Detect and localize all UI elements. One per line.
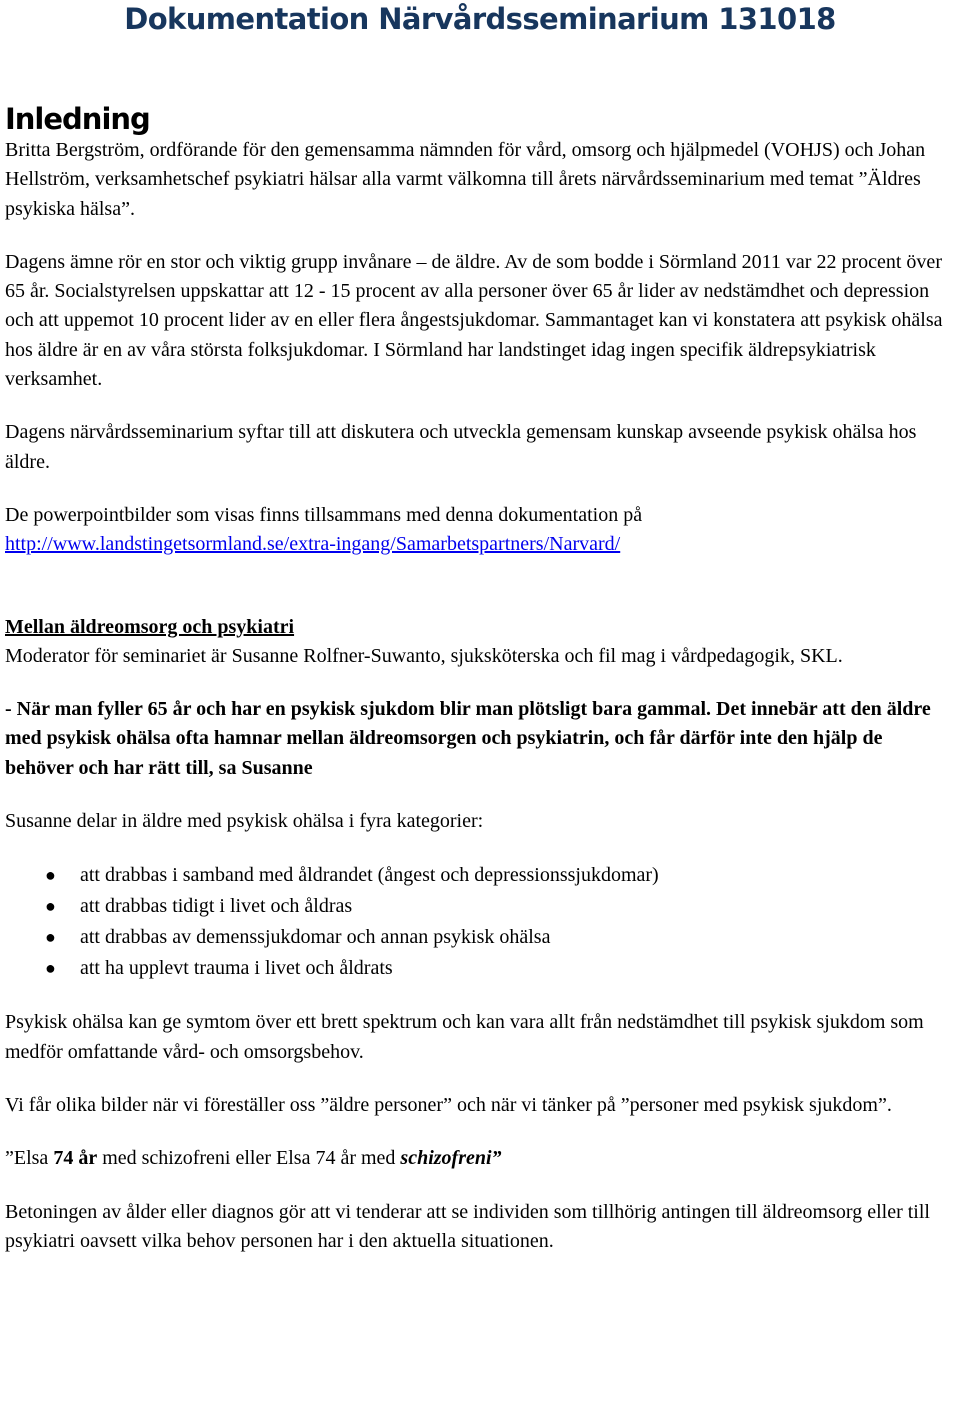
paragraph-purpose: Dagens närvårdsseminarium syftar till att diskutera och utveckla gemensam kunskap avseende psykisk ohälsa hos äldre. xyxy=(5,421,917,473)
list-item: ● att drabbas av demenssjukdomar och annan psykisk ohälsa xyxy=(5,922,955,953)
section-heading-mellan: Mellan äldreomsorg och psykiatri xyxy=(5,615,295,638)
paragraph-moderator: Moderator för seminariet är Susanne Rolfner-Suwanto, sjuksköterska och fil mag i vårdpedagogik, SKL. xyxy=(5,644,843,667)
bullet-icon: ● xyxy=(45,958,56,979)
bullet-icon: ● xyxy=(45,896,56,917)
paragraph-images: Vi får olika bilder när vi föreställer oss ”äldre personer” och när vi tänker på ”personer med psykisk sjukdom”. xyxy=(5,1093,892,1116)
paragraph-powerpoint xyxy=(5,501,955,560)
paragraph-symptoms: Psykisk ohälsa kan ge symtom över ett brett spektrum och kan vara allt från nedstämdhet till psykisk sjukdom som medför omfattande vård- och omsorgsbehov. xyxy=(5,1011,924,1063)
bullet-icon: ● xyxy=(45,865,56,886)
list-item: ● att ha upplevt trauma i livet och åldrats xyxy=(5,953,955,984)
paragraph-welcome: Britta Bergström, ordförande för den gemensamma nämnden för vård, omsorg och hjälpmedel (VOHJS) och Johan Hellström, verksamhetschef psykiatri hälsar alla varmt välkomna till årets närvårdsseminarium med temat ”Äldres psykiska hälsa”. xyxy=(5,139,926,220)
paragraph-topic: Dagens ämne rör en stor och viktig grupp invånare – de äldre. Av de som bodde i Sörmland 2011 var 22 procent över 65 år. Socialstyrelsen uppskattar att 12 - 15 procent av alla personer över 65 år lider av nedstämdhet och depression och att uppemot 10 procent lider av en eller flera ångestsjukdomar. Sammantaget kan vi konstatera att psykisk ohälsa hos äldre är en av våra största folksjukdomar. I Sörmland har landstinget idag ingen specifik äldrepsykiatrisk verksamhet. xyxy=(5,250,943,391)
document-title: Dokumentation Närvårdsseminarium 131018 xyxy=(124,2,836,36)
powerpoint-text: De powerpointbilder som visas finns tillsammans med denna dokumentation på xyxy=(5,503,643,526)
list-item: ● att drabbas tidigt i livet och åldras xyxy=(5,891,955,922)
paragraph-emphasis: Betoningen av ålder eller diagnos gör att vi tenderar att se individen som tillhörig antingen till äldreomsorg eller till psykiatri oavsett vilka behov personen har i den aktuella situationen. xyxy=(5,1200,930,1252)
section-heading-inledning: Inledning xyxy=(5,102,150,136)
bullet-icon: ● xyxy=(45,927,56,948)
paragraph-categories-intro: Susanne delar in äldre med psykisk ohälsa i fyra kategorier: xyxy=(5,810,484,833)
paragraph-elsa: ”Elsa 74 år med schizofreni eller Elsa 74 år med schizofreni” xyxy=(5,1147,502,1170)
list-item: ● att drabbas i samband med åldrandet (ångest och depressionssjukdomar) xyxy=(5,860,955,891)
quote-susanne: - När man fyller 65 år och har en psykisk sjukdom blir man plötsligt bara gammal. Det innebär att den äldre med psykisk ohälsa ofta hamnar mellan äldreomsorgen och psykiatrin, och får därför inte den hjälp de behöver och har rätt till, sa Susanne xyxy=(5,698,931,779)
category-list xyxy=(5,860,955,984)
documentation-link[interactable]: http://www.landstingetsormland.se/extra-ingang/Samarbetspartners/Narvard/ xyxy=(5,533,621,556)
